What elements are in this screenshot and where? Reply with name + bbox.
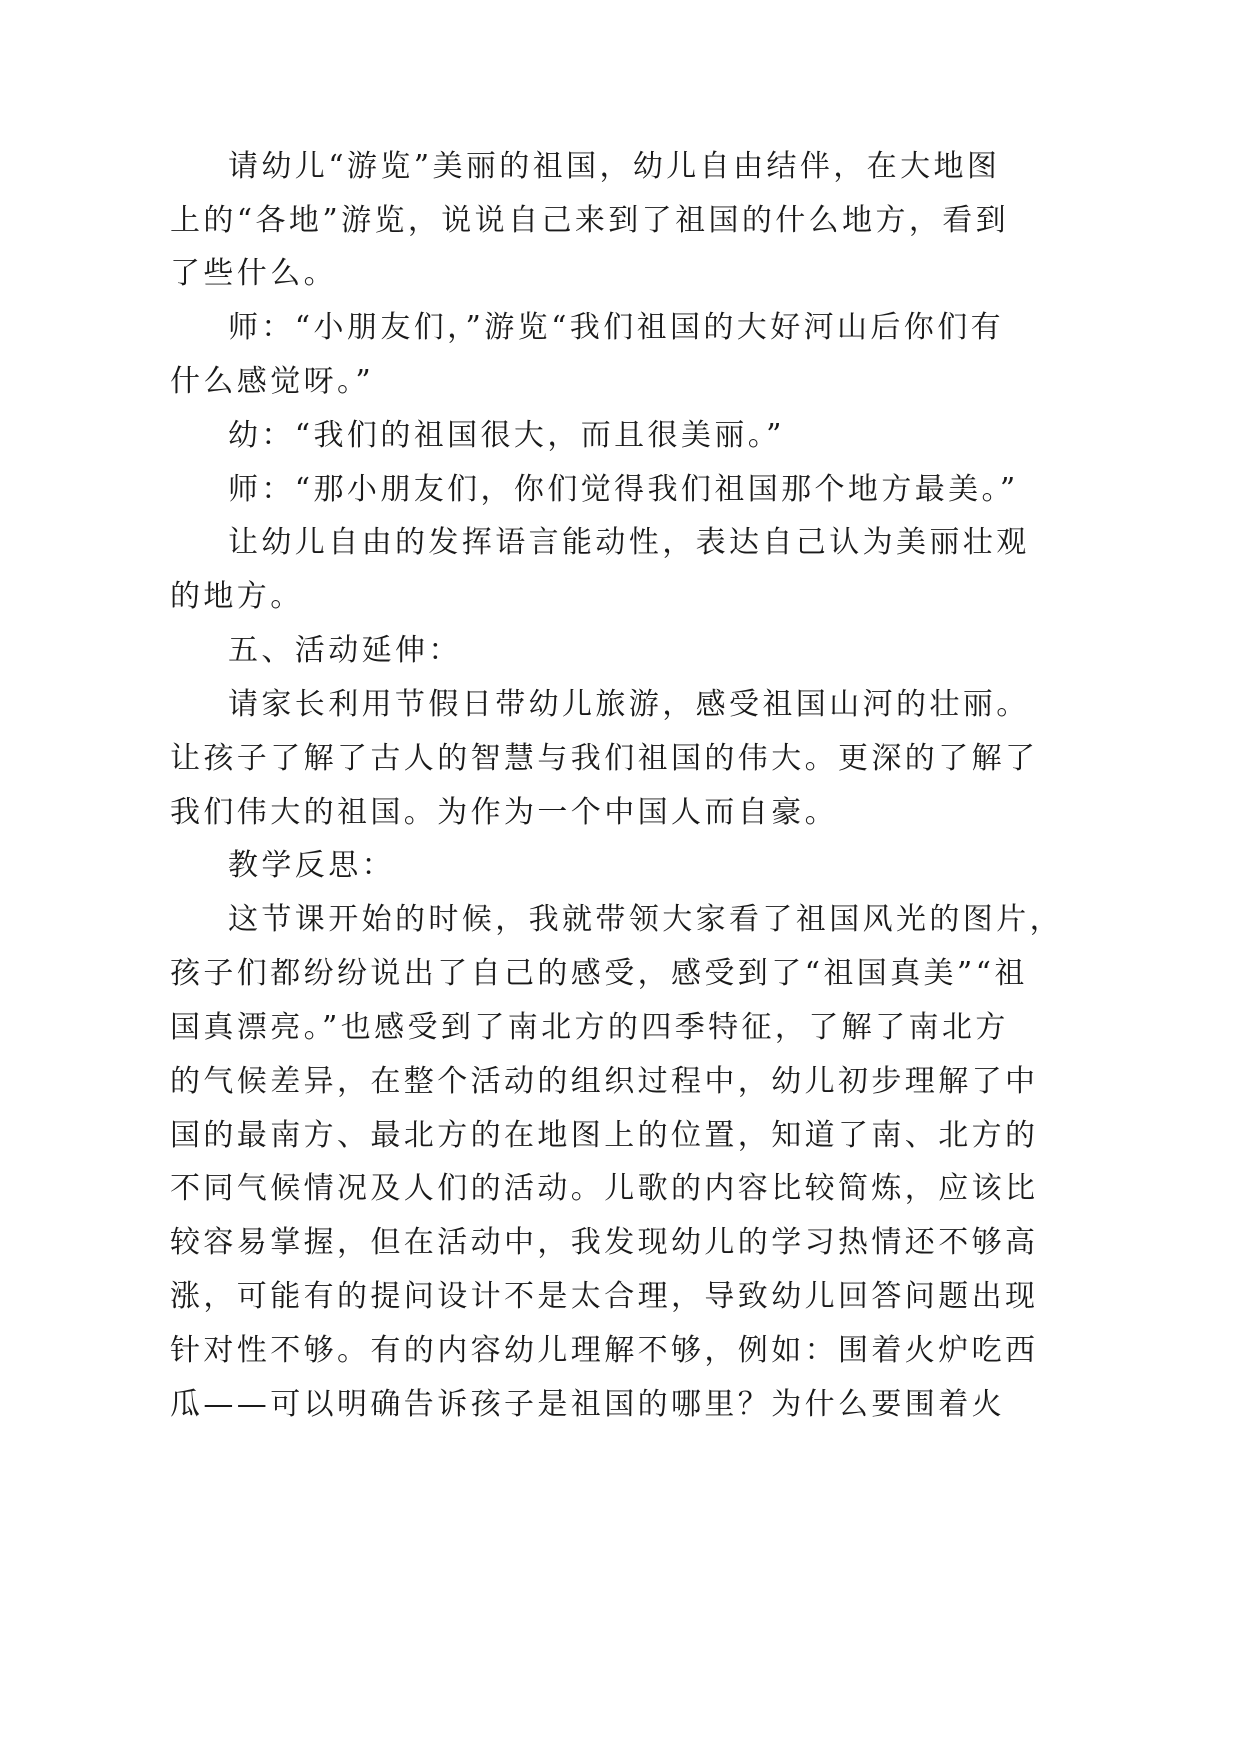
text-line: 请幼儿“游览”美丽的祖国，幼儿自由结伴，在大地图 (228, 149, 1001, 184)
text-line: 师：“小朋友们，”游览“我们祖国的大好河山后你们有 (228, 310, 1005, 345)
text-line: 涨，可能有的提问设计不是太合理，导致幼儿回答问题出现 (170, 1279, 1039, 1314)
text-line: 上的“各地”游览，说说自己来到了祖国的什么地方，看到 (170, 203, 1010, 238)
text-line: 针对性不够。有的内容幼儿理解不够，例如：围着火炉吃西 (170, 1333, 1039, 1368)
text-line: 的气候差异，在整个活动的组织过程中，幼儿初步理解了中 (170, 1064, 1039, 1099)
text-line: 瓜——可以明确告诉孩子是祖国的哪里？为什么要围着火 (170, 1387, 1005, 1422)
text-line: 了些什么。 (170, 256, 337, 291)
text-line: 幼：“我们的祖国很大，而且很美丽。” (228, 418, 785, 453)
text-line: 什么感觉呀。” (170, 364, 375, 399)
text-line: 让幼儿自由的发挥语言能动性，表达自己认为美丽壮观 (228, 525, 1030, 560)
text-line: 的地方。 (170, 579, 304, 614)
text-line: 较容易掌握，但在活动中，我发现幼儿的学习热情还不够高 (170, 1225, 1039, 1260)
text-line: 让孩子了解了古人的智慧与我们祖国的伟大。更深的了解了 (170, 741, 1039, 776)
text-line: 孩子们都纷纷说出了自己的感受，感受到了“祖国真美”“祖 (170, 956, 1028, 991)
text-line: 不同气候情况及人们的活动。儿歌的内容比较简炼，应该比 (170, 1171, 1039, 1206)
text-line: 国真漂亮。”也感受到了南北方的四季特征，了解了南北方 (170, 1010, 1009, 1045)
text-line: 这节课开始的时候，我就带领大家看了祖国风光的图片， (228, 902, 1063, 937)
section-heading: 五、活动延伸： (228, 633, 462, 668)
text-line: 国的最南方、最北方的在地图上的位置，知道了南、北方的 (170, 1118, 1039, 1153)
text-line: 我们伟大的祖国。为作为一个中国人而自豪。 (170, 795, 838, 830)
text-line: 请家长利用节假日带幼儿旅游，感受祖国山河的壮丽。 (228, 687, 1030, 722)
text-line: 师：“那小朋友们，你们觉得我们祖国那个地方最美。” (228, 472, 1019, 507)
section-heading: 教学反思： (228, 848, 395, 883)
